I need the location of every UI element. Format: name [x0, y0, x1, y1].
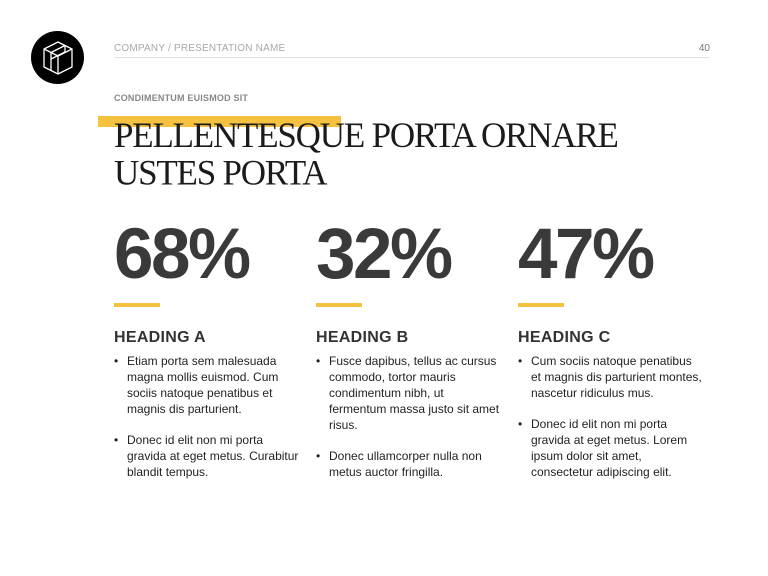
slide-title-line-2: USTES PORTA: [114, 152, 327, 193]
cube-outline-icon: [42, 40, 74, 76]
stat-value: 68%: [114, 215, 249, 294]
page-number: 40: [698, 43, 710, 54]
bullet-item: • Donec id elit non mi porta gravida at eget metus. Lorem ipsum dolor sit amet, consectetur adipiscing elit.: [518, 416, 703, 480]
bullet-item: • Donec id elit non mi porta gravida at eget metus. Curabitur blandit tempus.: [114, 432, 299, 480]
slide-title: [114, 114, 674, 193]
stat-column-c: [518, 215, 703, 495]
stat-underline: [316, 303, 362, 307]
column-heading: HEADING B: [316, 329, 409, 346]
bullet-list: [316, 353, 501, 480]
bullet-item: • Cum sociis natoque penatibus et magnis dis parturient montes, nascetur ridiculus mus.: [518, 353, 703, 401]
bullet-list: [114, 353, 299, 480]
bullet-item: • Donec ullamcorper nulla non metus auctor fringilla.: [316, 448, 501, 480]
column-heading: HEADING A: [114, 329, 206, 346]
column-heading: HEADING C: [518, 329, 611, 346]
stat-column-a: [114, 215, 299, 495]
company-presentation-name: COMPANY / PRESENTATION NAME: [114, 43, 286, 54]
slide-title-line-1: PELLENTESQUE PORTA ORNARE: [114, 114, 618, 156]
stat-value: 47%: [518, 215, 653, 294]
section-eyebrow: CONDIMENTUM EUISMOD SIT: [114, 93, 249, 103]
stat-underline: [518, 303, 564, 307]
stat-column-b: [316, 215, 501, 495]
stat-value: 32%: [316, 215, 451, 294]
bullet-item: • Fusce dapibus, tellus ac cursus commodo, tortor mauris condimentum nibh, ut fermentum massa justo sit amet risus.: [316, 353, 501, 433]
header-divider: [114, 57, 710, 58]
bullet-list: [518, 353, 703, 480]
stat-underline: [114, 303, 160, 307]
bullet-item: • Etiam porta sem malesuada magna mollis euismod. Cum sociis natoque penatibus et magnis dis parturient.: [114, 353, 299, 417]
logo: [31, 31, 84, 84]
